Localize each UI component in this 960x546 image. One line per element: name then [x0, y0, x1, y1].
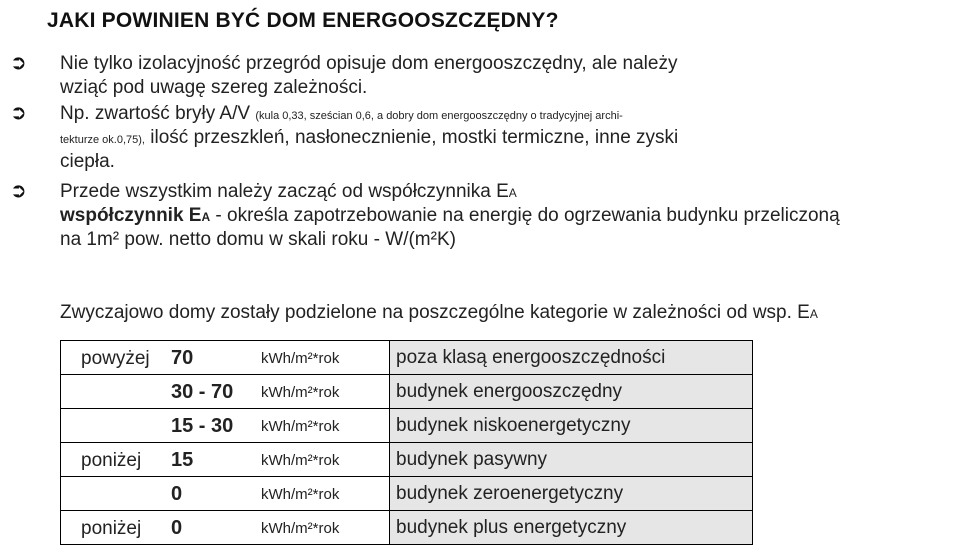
range-value: 0	[171, 483, 183, 505]
range-unit: kWh/m²*rok	[261, 350, 340, 367]
arrow-right-bullet-icon: ➲	[10, 52, 27, 74]
definition-term: współczynnik E	[60, 205, 202, 226]
bullet-1-line-2: wziąć pod uwagę szereg zależności.	[60, 77, 368, 98]
category-name: budynek zeroenergetyczny	[390, 477, 753, 511]
range-prefix: poniżej	[81, 450, 142, 471]
arrow-right-bullet-icon: ➲	[10, 180, 27, 202]
intro-subscript: A	[809, 307, 818, 321]
bullet-3-subscript: A	[508, 186, 517, 200]
range-unit: kWh/m²*rok	[261, 418, 340, 435]
range-unit: kWh/m²*rok	[261, 486, 340, 503]
intro-text: Zwyczajowo domy zostały podzielone na poszczególne kategorie w zależności od wsp. E	[60, 302, 810, 323]
bullet-3-text: Przede wszystkim należy zacząć od współczynnika E	[60, 181, 509, 202]
category-name: budynek plus energetyczny	[390, 511, 753, 545]
range-cell	[61, 511, 390, 545]
range-value: 30 - 70	[171, 381, 234, 403]
range-cell	[61, 443, 390, 477]
bullet-3-line-2	[60, 204, 840, 229]
bullet-1-line-1: Nie tylko izolacyjność przegród opisuje dom energooszczędny, ale należy	[60, 53, 678, 74]
bullet-2-small-note-cont: tekturze ok.0,75),	[60, 134, 145, 146]
bullet-3-line-3: na 1m² pow. netto domu w skali roku - W/(m²K)	[60, 229, 456, 250]
bullet-2-line-1	[60, 102, 623, 128]
range-cell	[61, 409, 390, 443]
table-row	[61, 477, 753, 511]
bullet-2-main-text-cont: ilość przeszkleń, nasłonecznienie, mostki termiczne, inne zyski	[150, 127, 679, 148]
category-name: budynek energooszczędny	[390, 375, 753, 409]
bullet-2-main-text: Np. zwartość bryły A/V	[60, 103, 251, 124]
bullet-3-line-1	[60, 180, 517, 205]
table-row	[61, 443, 753, 477]
range-value: 0	[171, 517, 183, 539]
range-cell	[61, 477, 390, 511]
arrow-right-bullet-icon: ➲	[10, 102, 27, 124]
table-row	[61, 375, 753, 409]
range-value: 15	[171, 449, 194, 471]
table-row	[61, 409, 753, 443]
range-value: 70	[171, 347, 194, 369]
definition-term-subscript: A	[201, 210, 211, 224]
range-prefix: poniżej	[81, 518, 142, 539]
definition-text: - określa zapotrzebowanie na energię do ogrzewania budynku przeliczoną	[210, 205, 840, 226]
range-value: 15 - 30	[171, 415, 234, 437]
bullet-2-small-note: (kula 0,33, sześcian 0,6, a dobry dom energooszczędny o tradycyjnej archi-	[255, 110, 623, 122]
bullet-2-line-3: ciepła.	[60, 151, 115, 172]
range-prefix: powyżej	[81, 348, 150, 369]
category-name: poza klasą energooszczędności	[390, 341, 753, 375]
bullet-2-line-2	[60, 126, 678, 152]
range-cell	[61, 375, 390, 409]
table-row	[61, 341, 753, 375]
energy-categories-table	[60, 340, 753, 545]
range-unit: kWh/m²*rok	[261, 520, 340, 537]
category-name: budynek pasywny	[390, 443, 753, 477]
page-title: JAKI POWINIEN BYĆ DOM ENERGOOSZCZĘDNY?	[47, 9, 559, 32]
categories-intro	[60, 301, 818, 326]
table-row	[61, 511, 753, 545]
range-unit: kWh/m²*rok	[261, 452, 340, 469]
range-unit: kWh/m²*rok	[261, 384, 340, 401]
category-name: budynek niskoenergetyczny	[390, 409, 753, 443]
range-cell	[61, 341, 390, 375]
